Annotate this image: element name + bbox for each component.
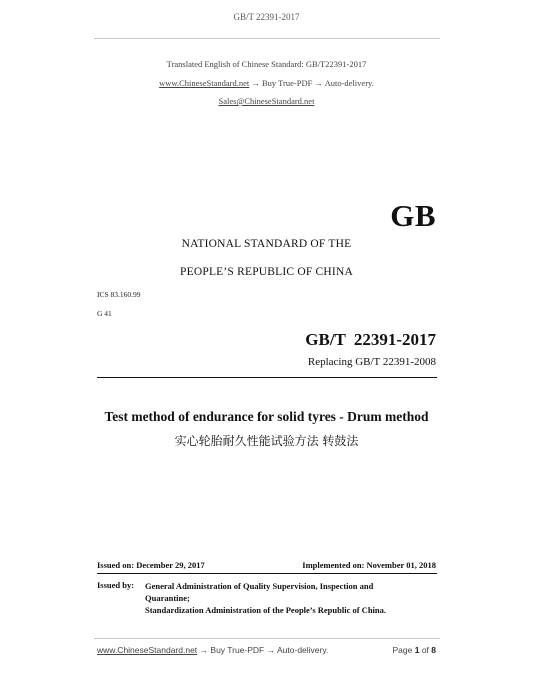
issued-date: Issued on: December 29, 2017 [97,560,205,570]
issuer-line1: General Administration of Quality Supervision, Inspection and [145,581,374,591]
ics-code: ICS 83.160.99 [97,290,141,299]
title-chinese: 实心轮胎耐久性能试验方法 转鼓法 [174,434,359,448]
site-link[interactable]: www.ChineseStandard.net [159,78,250,88]
title-divider [97,377,437,378]
of-word: of [419,645,432,655]
standard-number: GB/T 22391-2017 [305,330,436,349]
page-word: Page [392,645,415,655]
running-header: GB/T 22391-2017 [233,12,300,22]
footer-divider [94,638,440,639]
footer-site-link[interactable]: www.ChineseStandard.net [97,645,198,655]
email-line [0,96,533,106]
national-standard-line2: PEOPLE’S REPUBLIC OF CHINA [180,266,353,278]
issuer-block [145,580,386,616]
header-divider [94,38,440,39]
footer-purchase [97,645,328,655]
page-indicator [393,645,437,655]
purchase-text: → Buy True-PDF → Auto-delivery. [249,78,374,88]
email-link[interactable]: Sales@ChineseStandard.net [218,96,315,106]
footer-purchase-text: → Buy True-PDF → Auto-delivery. [197,645,329,655]
purchase-notice [0,78,533,88]
page-total: 8 [431,645,436,655]
gb-logo: GB [390,198,436,233]
translation-notice: Translated English of Chinese Standard: GB/T22391-2017 [166,59,367,69]
issuer-label: Issued by: [97,580,135,590]
classification-code: G 41 [97,309,112,318]
dates-divider [97,573,437,574]
national-standard-line1: NATIONAL STANDARD OF THE [181,238,352,250]
implemented-date: Implemented on: November 01, 2018 [302,560,436,570]
title-english: Test method of endurance for solid tyres - Drum method [104,409,429,424]
replacing-note: Replacing GB/T 22391-2008 [307,356,436,368]
issuer-line2: Quarantine; [145,593,190,603]
page-number: 1 [414,645,420,655]
issuer-line3: Standardization Administration of the People’s Republic of China. [145,605,387,615]
